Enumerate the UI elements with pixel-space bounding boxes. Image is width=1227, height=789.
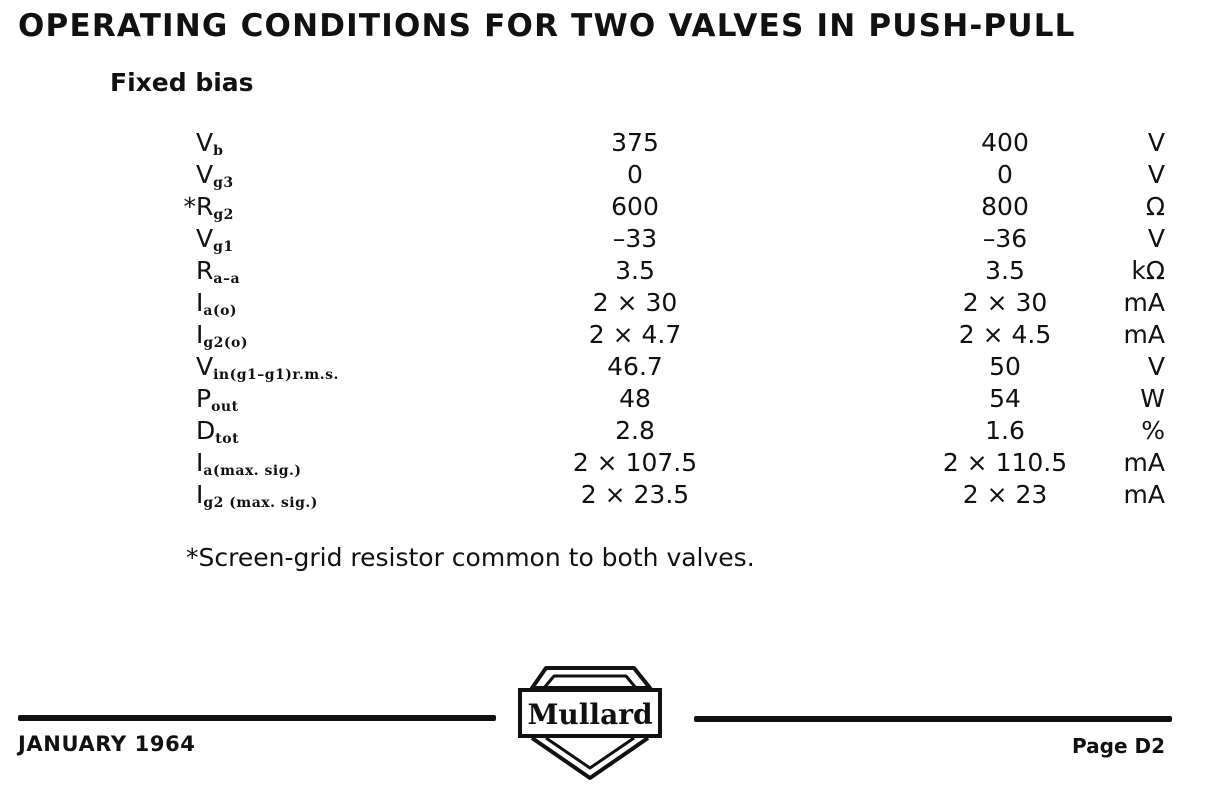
page-number: Page D2 [1072, 734, 1165, 758]
value-column-1: 2 × 30 [592, 288, 678, 317]
value-column-2: 50 [989, 352, 1021, 381]
table-row-vin [0, 352, 1227, 384]
table-row-pout [0, 384, 1227, 416]
value-column-2: 2 × 4.5 [958, 320, 1052, 349]
unit: W [1140, 384, 1165, 413]
footnote: *Screen-grid resistor common to both valves. [186, 543, 755, 572]
value-column-2: 2 × 23 [962, 480, 1048, 509]
value-column-1: 3.5 [615, 256, 655, 285]
parameter-symbol: $I_{g2 (max. sig.)}$ [196, 480, 318, 511]
section-subtitle: Fixed bias [110, 68, 254, 97]
table-row-vg1 [0, 224, 1227, 256]
value-column-1: 2 × 23.5 [580, 480, 690, 509]
mullard-logo [510, 662, 670, 784]
unit: V [1147, 160, 1165, 189]
unit: mA [1123, 480, 1165, 509]
parameter-symbol: $I_{a(o)}$ [196, 288, 238, 319]
value-column-1: 48 [619, 384, 651, 413]
footer-rule-right [694, 716, 1172, 722]
value-column-2: –36 [982, 224, 1028, 253]
parameter-symbol: $D_{tot}$ [196, 416, 240, 447]
unit: Ω [1145, 192, 1165, 221]
parameter-symbol: $P_{out}$ [196, 384, 239, 415]
table-row-vg3 [0, 160, 1227, 192]
table-row-raa [0, 256, 1227, 288]
unit: mA [1123, 288, 1165, 317]
parameter-symbol: $V_b$ [196, 128, 224, 159]
value-column-2: 800 [981, 192, 1029, 221]
unit: mA [1123, 448, 1165, 477]
value-column-2: 2 × 110.5 [942, 448, 1068, 477]
unit: % [1141, 416, 1165, 445]
table-row-ig2o [0, 320, 1227, 352]
unit: kΩ [1131, 256, 1165, 285]
table-row-rg2 [0, 192, 1227, 224]
value-column-1: 600 [611, 192, 659, 221]
value-column-1: 375 [611, 128, 659, 157]
value-column-2: 54 [989, 384, 1021, 413]
unit: V [1147, 128, 1165, 157]
value-column-2: 2 × 30 [962, 288, 1048, 317]
logo-wordmark: Mullard [527, 698, 653, 731]
unit: V [1147, 224, 1165, 253]
value-column-2: 400 [981, 128, 1029, 157]
value-column-1: –33 [612, 224, 658, 253]
value-column-1: 2.8 [615, 416, 655, 445]
table-row-iao [0, 288, 1227, 320]
page-title: OPERATING CONDITIONS FOR TWO VALVES IN PUSH-PULL [18, 8, 1076, 44]
value-column-1: 2 × 4.7 [588, 320, 682, 349]
table-row-ig2-max [0, 480, 1227, 512]
parameter-symbol: $I_{a(max. sig.)}$ [196, 448, 302, 479]
value-column-2: 3.5 [985, 256, 1025, 285]
value-column-1: 46.7 [607, 352, 663, 381]
unit: V [1147, 352, 1165, 381]
parameter-symbol: $V_{g3}$ [196, 160, 234, 191]
footer-date: JANUARY 1964 [18, 732, 196, 756]
value-column-1: 2 × 107.5 [572, 448, 698, 477]
unit: mA [1123, 320, 1165, 349]
parameter-symbol: $R_{a-a}$ [196, 256, 241, 287]
table-row-ia-max [0, 448, 1227, 480]
table-row-dtot [0, 416, 1227, 448]
table-row-vb [0, 128, 1227, 160]
footer-rule-left [18, 715, 496, 721]
parameter-symbol: $V_{in(g1-g1)r.m.s.}$ [196, 352, 339, 383]
parameter-symbol: * $R_{g2}$ [183, 192, 234, 223]
value-column-2: 1.6 [985, 416, 1025, 445]
parameter-symbol: $V_{g1}$ [196, 224, 234, 255]
parameter-symbol: $I_{g2(o)}$ [196, 320, 248, 351]
value-column-1: 0 [627, 160, 643, 189]
value-column-2: 0 [997, 160, 1013, 189]
